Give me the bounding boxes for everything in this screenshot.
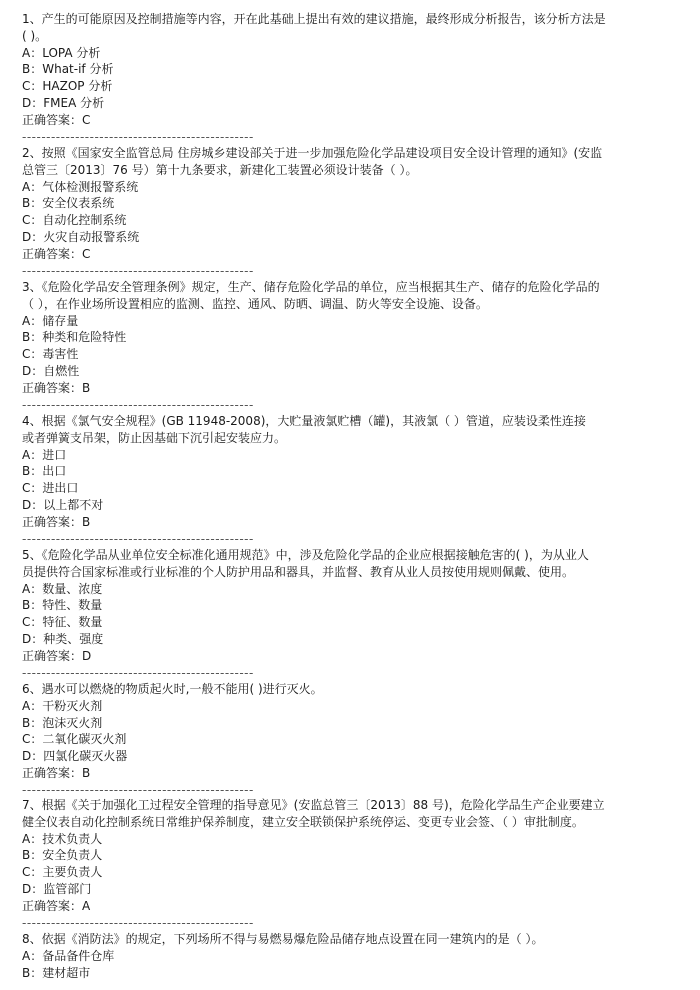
answer-option: A：数量、浓度 (22, 581, 103, 596)
question-stem-line: 总管三〔2013〕76 号）第十九条要求，新建化工装置必须设计装备（ ）。 (22, 162, 418, 177)
answer-option: A：储存量 (22, 313, 79, 328)
answer-option: C：主要负责人 (22, 865, 103, 880)
answer-option: D：以上都不对 (22, 497, 104, 512)
question-block (22, 11, 678, 145)
answer-option: D：FMEA 分析 (22, 95, 105, 110)
separator-line: ------------------------------------------------ (22, 782, 254, 797)
question-stem-line: ( )。 (22, 28, 48, 43)
question-block (22, 413, 678, 547)
question-block (22, 681, 678, 799)
answer-option: B：出口 (22, 464, 67, 479)
question-stem-line: 2、按照《国家安全监管总局 住房城乡建设部关于进一步加强危险化学品建设项目安全设计管理的通知》(安监 (22, 146, 603, 160)
separator-line: ------------------------------------------------ (22, 397, 254, 412)
answer-option: B：安全负责人 (22, 848, 103, 863)
question-block (22, 931, 678, 981)
question-stem-line: 或者弹簧支吊架，防止因基础下沉引起安装应力。 (22, 430, 287, 445)
separator-line: ------------------------------------------------ (22, 263, 254, 278)
question-stem-line: 6、遇水可以燃烧的物质起火时,一般不能用( )进行灭火。 (22, 682, 323, 696)
answer-option: C：毒害性 (22, 347, 79, 362)
answer-option: A：气体检测报警系统 (22, 179, 139, 194)
separator-line: ------------------------------------------------ (22, 915, 254, 930)
answer-option: C：HAZOP 分析 (22, 79, 113, 94)
correct-answer: 正确答案：B (22, 514, 91, 529)
answer-option: B：特性、数量 (22, 598, 103, 613)
answer-option: D：监管部门 (22, 881, 92, 896)
answer-option: D：四氯化碳灭火器 (22, 749, 128, 764)
correct-answer: 正确答案：B (22, 380, 91, 395)
correct-answer: 正确答案：B (22, 765, 91, 780)
separator-line: ------------------------------------------------ (22, 129, 254, 144)
question-stem-line: 5、《危险化学品从业单位安全标准化通用规范》中，涉及危险化学品的企业应根据接触危害的( )，为从业人 (22, 548, 589, 562)
answer-option: A：技术负责人 (22, 831, 103, 846)
question-stem-line: 3、《危险化学品安全管理条例》规定，生产、储存危险化学品的单位，应当根据其生产、储存的危险化学品的 (22, 280, 600, 294)
correct-answer: 正确答案：C (22, 246, 91, 261)
answer-option: C：特征、数量 (22, 615, 103, 630)
question-block (22, 279, 678, 413)
answer-option: A：进口 (22, 447, 67, 462)
correct-answer: 正确答案：D (22, 648, 92, 663)
question-block (22, 547, 678, 681)
answer-option: D：自燃性 (22, 363, 80, 378)
answer-option: D：种类、强度 (22, 631, 104, 646)
answer-option: A：LOPA 分析 (22, 45, 101, 60)
answer-option: C：自动化控制系统 (22, 213, 127, 228)
answer-option: B：种类和危险特性 (22, 330, 127, 345)
answer-option: B：泡沫灭火剂 (22, 715, 103, 730)
question-stem-line: （ ），在作业场所设置相应的监测、监控、通风、防晒、调温、防火等安全设施、设备。 (22, 296, 488, 311)
answer-option: B：建材超市 (22, 965, 91, 980)
separator-line: ------------------------------------------------ (22, 665, 254, 680)
answer-option: D：火灾自动报警系统 (22, 229, 140, 244)
answer-option: A：干粉灭火剂 (22, 698, 103, 713)
answer-option: C：进出口 (22, 481, 79, 496)
answer-option: B：What-if 分析 (22, 62, 114, 77)
question-block (22, 145, 678, 279)
question-stem-line: 4、根据《氯气安全规程》(GB 11948-2008)，大贮量液氯贮槽（罐)，其液氯（ ）管道，应装设柔性连接 (22, 414, 586, 428)
question-block (22, 797, 678, 931)
answer-option: C：二氧化碳灭火剂 (22, 732, 127, 747)
question-stem-line: 1、产生的可能原因及控制措施等内容，开在此基础上提出有效的建议措施，最终形成分析报告，该分析方法是 (22, 12, 606, 26)
correct-answer: 正确答案：A (22, 898, 91, 913)
answer-option: A：备品备件仓库 (22, 948, 115, 963)
question-stem-line: 8、依据《消防法》的规定，下列场所不得与易燃易爆危险品储存地点设置在同一建筑内的是（ ）。 (22, 932, 544, 946)
question-stem-line: 健全仪表自动化控制系统日常维护保养制度，建立安全联锁保护系统停运、变更专业会签、（ ）审批制度。 (22, 814, 584, 829)
question-stem-line: 7、根据《关于加强化工过程安全管理的指导意见》(安监总管三〔2013〕88 号)，危险化学品生产企业要建立 (22, 798, 605, 812)
correct-answer: 正确答案：C (22, 112, 91, 127)
question-stem-line: 员提供符合国家标准或行业标准的个人防护用品和器具，并监督、教育从业人员按使用规则佩戴、使用。 (22, 564, 575, 579)
answer-option: B：安全仪表系统 (22, 196, 115, 211)
separator-line: ------------------------------------------------ (22, 531, 254, 546)
